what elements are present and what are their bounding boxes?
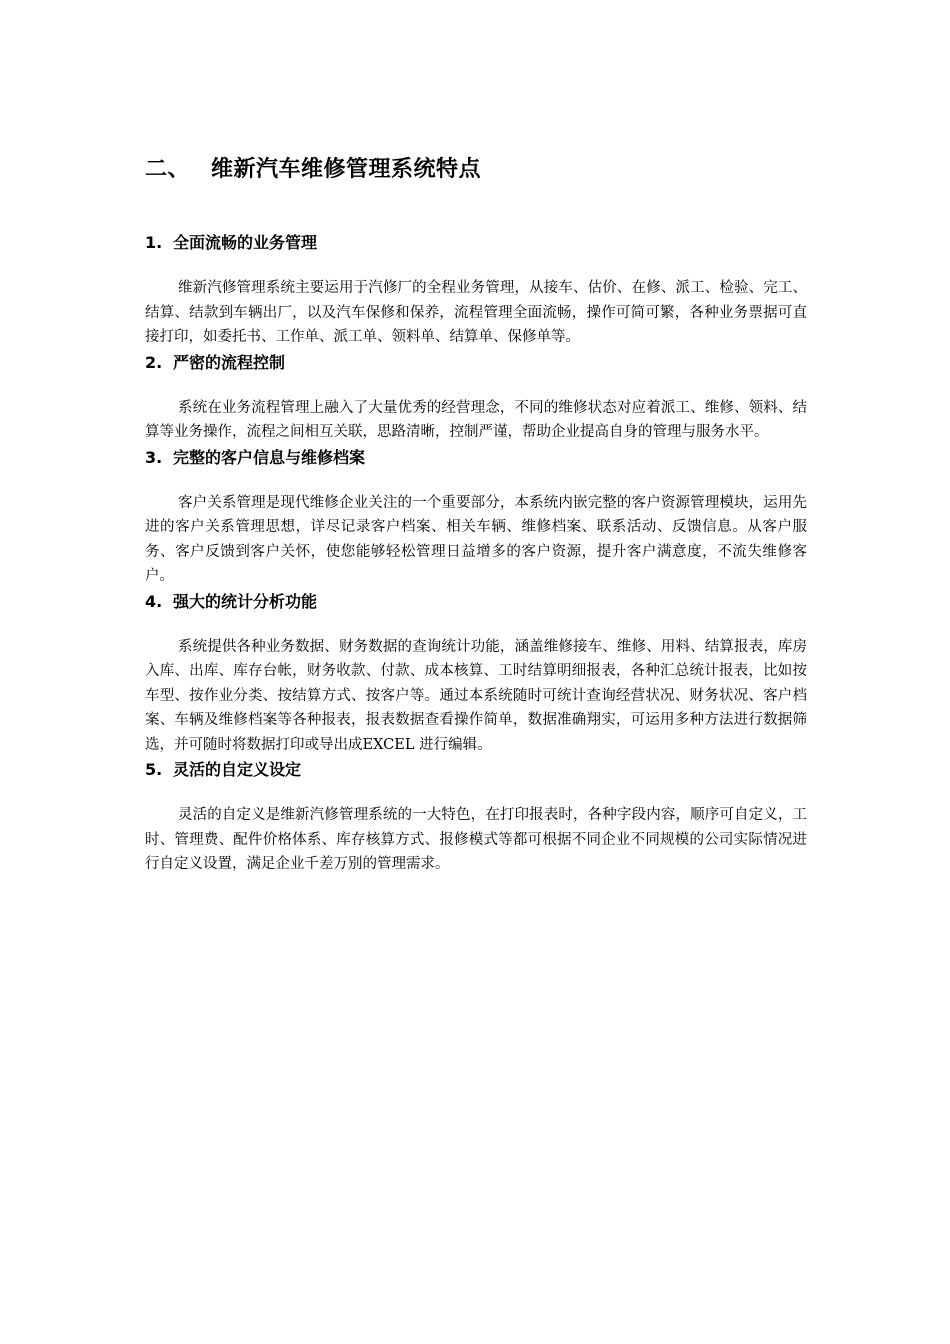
section-heading-text: 严密的流程控制: [173, 352, 286, 372]
section-number: 4.: [145, 591, 163, 611]
document-title-text: 维新汽车维修管理系统特点: [211, 157, 482, 182]
section-body: 系统提供各种业务数据、财务数据的查询统计功能，涵盖维修接车、维修、用料、结算报表，库房入库、出库、库存台帐，财务收款、付款、成本核算、工时结算明细报表，各种汇总统计报表，比如按车型、按作业分类、按结算方式、按客户等。通过本系统随时可统计查询经营状况、财务状况、客户档案、车辆及维修档案等各种报表，报表数据查看操作简单，数据准确翔实，可运用多种方法进行数据筛选，并可随时将数据打印或导出成EXCEL 进行编辑。: [145, 638, 807, 753]
section-heading-text: 完整的客户信息与维修档案: [173, 447, 366, 467]
section-heading-text: 灵活的自定义设定: [173, 760, 302, 779]
section-2: [145, 350, 807, 445]
section-body: 灵活的自定义是维新汽修管理系统的一大特色，在打印报表时，各种字段内容，顺序可自定义，工时、管理费、配件价格体系、库存核算方式、报修模式等都可根据不同企业不同规模的公司实际情况进行自定义设置，满足企业千差万别的管理需求。: [145, 807, 807, 872]
section-number: 2.: [145, 352, 163, 372]
feature-sections: [145, 230, 807, 877]
section-5: [145, 757, 807, 877]
section-number: 3.: [145, 447, 163, 467]
section-3: [145, 445, 807, 589]
document-title: [145, 152, 807, 188]
section-heading: [145, 230, 807, 256]
section-heading: [145, 445, 807, 471]
section-4: [145, 589, 807, 758]
document-title-number: 二、: [145, 157, 191, 182]
section-body: 系统在业务流程管理上融入了大量优秀的经营理念，不同的维修状态对应着派工、维修、领料、结算等业务操作，流程之间相互关联，思路清晰，控制严谨，帮助企业提高自身的管理与服务水平。: [145, 399, 807, 440]
section-body: 客户关系管理是现代维修企业关注的一个重要部分，本系统内嵌完整的客户资源管理模块，运用先进的客户关系管理思想，详尽记录客户档案、相关车辆、维修档案、联系活动、反馈信息。从客户服务、客户反馈到客户关怀，使您能够轻松管理日益增多的客户资源，提升客户满意度，不流失维修客户。: [145, 494, 807, 584]
section-number: 1.: [145, 233, 163, 252]
section-heading-text: 全面流畅的业务管理: [173, 233, 318, 252]
section-heading: [145, 757, 807, 783]
section-heading-text: 强大的统计分析功能: [173, 591, 318, 611]
section-heading: [145, 589, 807, 615]
section-heading: [145, 350, 807, 376]
section-body: 维新汽修管理系统主要运用于汽修厂的全程业务管理，从接车、估价、在修、派工、检验、完工、结算、结款到车辆出厂，以及汽车保修和保养，流程管理全面流畅，操作可简可繁，各种业务票据可直接打印，如委托书、工作单、派工单、领料单、结算单、保修单等。: [145, 280, 807, 345]
section-1: [145, 230, 807, 350]
document-page: [145, 152, 807, 877]
section-number: 5.: [145, 760, 163, 779]
